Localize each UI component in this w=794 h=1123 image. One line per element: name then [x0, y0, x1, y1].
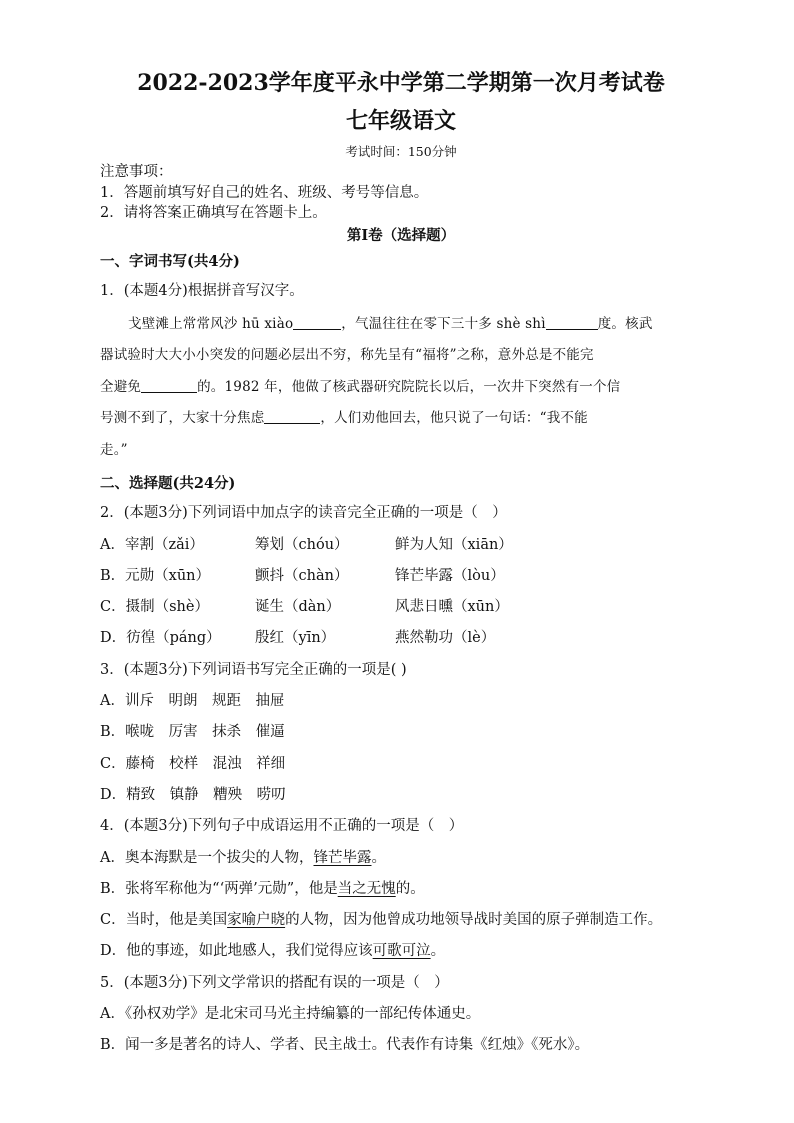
- notice-block: [100, 162, 702, 224]
- passage-text: ，人们劝他回去，他只说了一句话：“我不能: [320, 410, 588, 427]
- passage-line: [100, 403, 702, 435]
- option-text: A．奥本海默是一个拔尖的人物，: [100, 849, 314, 866]
- answer-blank: [546, 315, 598, 330]
- option-row: B．喉咙 厉害 抹杀 催逼: [100, 724, 285, 741]
- passage-line: [100, 372, 702, 404]
- passage-text: ，气温往往在零下三十多 shè shì: [341, 315, 546, 332]
- option-row: B．闻一多是著名的诗人、学者、民主战士。代表作有诗集《红烛》《死水》。: [100, 1037, 590, 1054]
- passage-text: 号测不到了，大家十分焦虑: [100, 410, 265, 427]
- option-row: [100, 874, 702, 905]
- option-text: 。: [430, 943, 446, 960]
- passage-text: 度。核武: [597, 315, 653, 332]
- passage-text: 的。1982 年，他做了核武器研究院院长以后，一次井下突然有一个信: [197, 378, 621, 395]
- option-cell: 鲜为人知（xiān）: [395, 536, 513, 553]
- option-cell: 诞生（dàn）: [255, 599, 341, 616]
- exam-title: 2022-2023学年度平永中学第二学期第一次月考试卷: [137, 70, 665, 96]
- underlined-idiom: 家喻户晓: [227, 912, 286, 929]
- question-2-stem: 2．(本题3分)下列词语中加点字的读音完全正确的一项是（ ）: [100, 505, 507, 522]
- notice-heading: 注意事项：: [100, 164, 173, 180]
- option-row: A．《孙权劝学》是北宋司马光主持编纂的一部纪传体通史。: [100, 1006, 481, 1023]
- exam-time: 考试时间：150分钟: [345, 144, 457, 159]
- notice-item-2: 2．请将答案正确填写在答题卡上。: [100, 205, 327, 221]
- answer-blank: [264, 409, 320, 424]
- option-row: [100, 561, 702, 592]
- question-1-stem: 1．(本题4分)根据拼音写汉字。: [100, 282, 304, 299]
- option-cell: D．彷徨（páng）: [100, 630, 221, 647]
- option-cell: 殷红（yīn）: [255, 630, 336, 647]
- question-4-stem: 4．(本题3分)下列句子中成语运用不正确的一项是（ ）: [100, 818, 464, 835]
- option-text: 的。: [395, 880, 425, 897]
- question-3-stem: 3．(本题3分)下列词语书写完全正确的一项是( ): [100, 661, 407, 678]
- option-cell: 筹划（chóu）: [255, 536, 349, 553]
- underlined-idiom: 锋芒毕露: [313, 849, 372, 866]
- underlined-idiom: 可歌可泣: [372, 943, 431, 960]
- question-1-passage: [100, 309, 702, 467]
- option-row: [100, 843, 702, 874]
- option-text: D．他的事迹，如此地感人，我们觉得应该: [100, 943, 373, 960]
- option-cell: B．元勋（xūn）: [100, 567, 211, 584]
- question-3-options: [100, 686, 702, 811]
- section1-heading: 一、字词书写(共4分): [100, 252, 240, 270]
- answer-blank: [141, 378, 197, 393]
- option-row: [100, 530, 702, 561]
- section2-heading: 二、选择题(共24分): [100, 475, 236, 493]
- option-row: A．训斥 明朗 规距 抽屉: [100, 693, 285, 710]
- question-4-options: [100, 843, 702, 968]
- option-row: D．精致 镇静 糟殃 唠叨: [100, 786, 286, 803]
- option-text: 。: [371, 849, 386, 866]
- answer-blank: [293, 315, 341, 330]
- question-5-options: [100, 999, 702, 1062]
- underlined-idiom: 当之无愧: [337, 880, 396, 897]
- option-cell: 锋芒毕露（lòu）: [395, 567, 505, 584]
- question-2-options: [100, 530, 702, 655]
- option-text: 的人物，因为他曾成功地领导战时美国的原子弹制造工作。: [285, 912, 663, 929]
- option-row: [100, 936, 702, 967]
- option-cell: 风悲日曛（xūn）: [395, 599, 509, 616]
- passage-line: 器试验时大大小小突发的问题必层出不穷，称先呈有“福将”之称，意外总是不能完: [100, 347, 594, 364]
- option-text: C．当时，他是美国: [100, 912, 228, 929]
- notice-item-1: 1．答题前填写好自己的姓名、班级、考号等信息。: [100, 184, 429, 201]
- option-row: [100, 592, 702, 623]
- option-cell: 燕然勒功（lè）: [395, 630, 496, 647]
- passage-line: [100, 309, 702, 341]
- passage-text: 全避免: [100, 378, 142, 395]
- option-row: [100, 905, 702, 936]
- passage-line: 走。”: [100, 441, 128, 458]
- exam-subject-title: 七年级语文: [345, 108, 456, 134]
- option-row: C．藤椅 校样 混浊 祥细: [100, 755, 286, 772]
- option-cell: A．宰割（zǎi）: [100, 536, 204, 553]
- option-row: [100, 623, 702, 654]
- question-5-stem: 5．(本题3分)下列文学常识的搭配有误的一项是（ ）: [100, 974, 449, 991]
- option-text: B．张将军称他为“‘两弹’元勋”，他是: [100, 880, 338, 897]
- option-cell: 颤抖（chàn）: [255, 567, 349, 584]
- passage-text: 戈壁滩上常常风沙 hū xiào: [128, 315, 294, 332]
- part1-heading: 第I卷（选择题）: [346, 226, 456, 244]
- option-cell: C．摄制（shè）: [100, 599, 209, 616]
